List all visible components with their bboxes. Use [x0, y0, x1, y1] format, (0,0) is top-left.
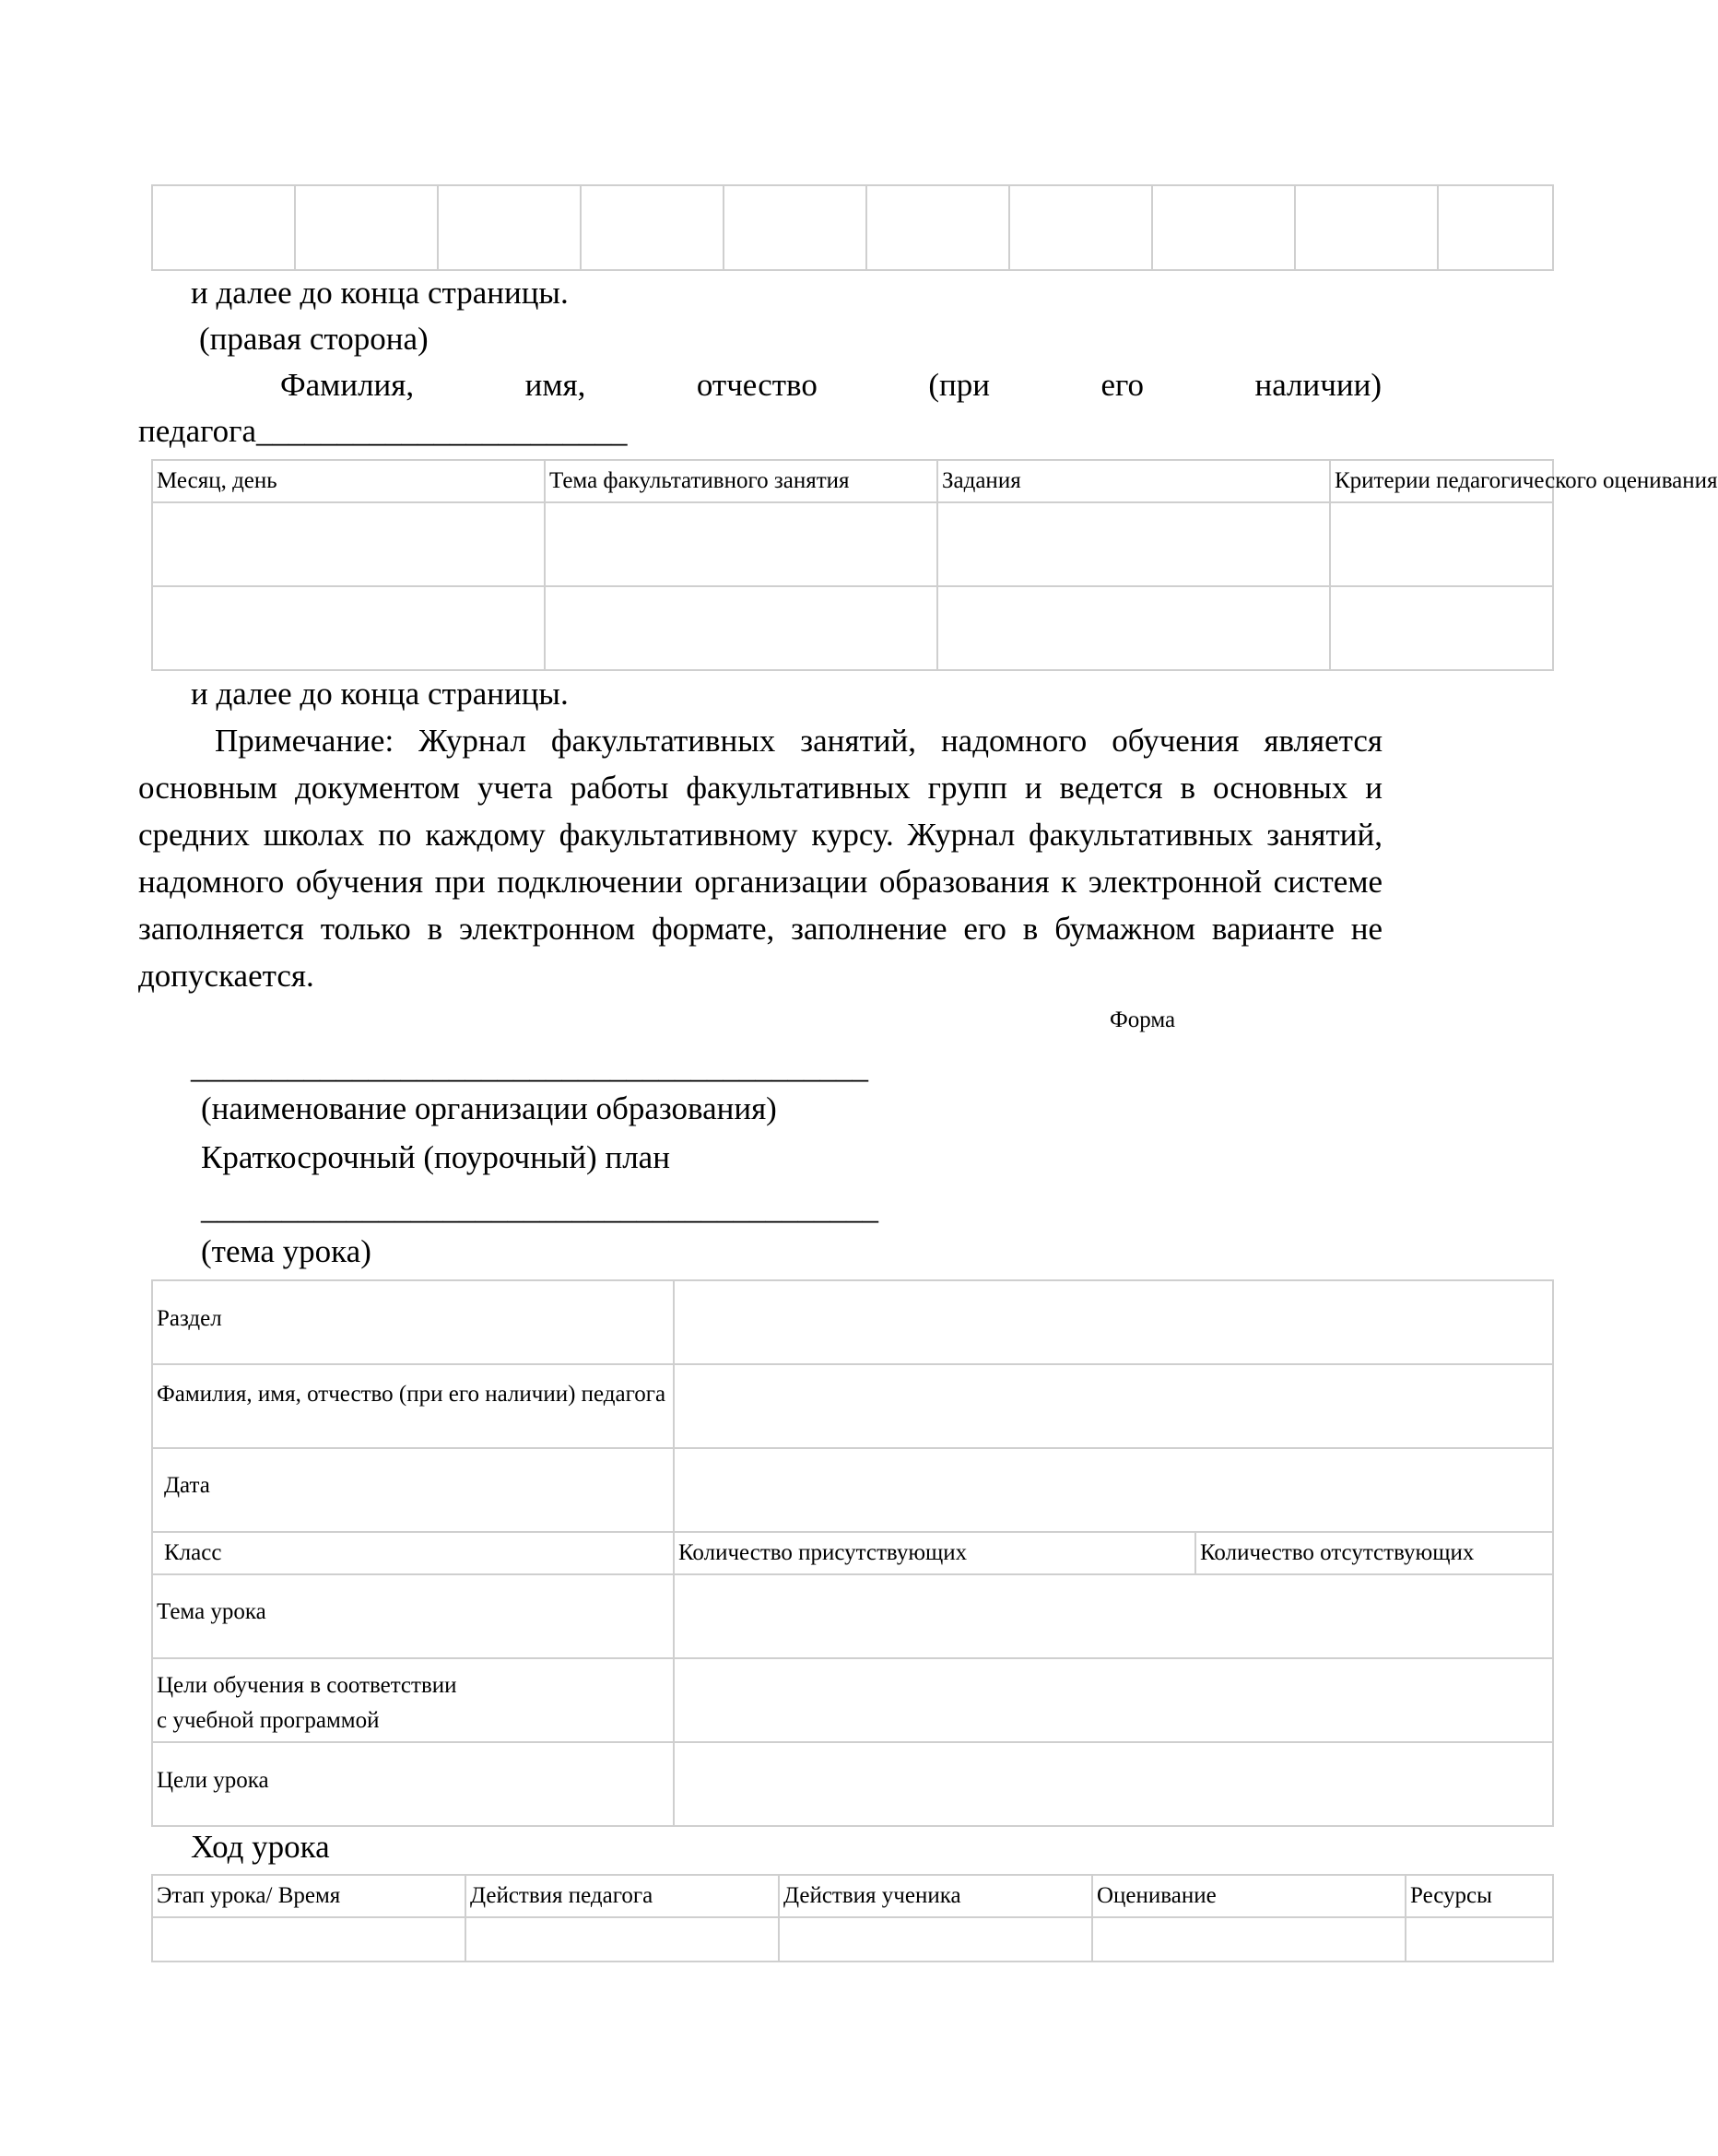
continue-text-1: и далее до конца страницы.	[191, 275, 569, 311]
learning-goals-label-line1: Цели обучения в соответствии	[157, 1673, 457, 1698]
plan-title: Краткосрочный (поурочный) план	[201, 1139, 670, 1175]
lesson-goals-value-cell	[674, 1742, 1553, 1826]
table-cell	[779, 1917, 1092, 1962]
form-label: Форма	[1110, 1007, 1176, 1032]
lesson-progress-title: Ход урока	[191, 1829, 330, 1865]
table-header-cell	[152, 1875, 465, 1917]
top-empty-grid	[151, 184, 1554, 271]
topic-caption: (тема урока)	[201, 1233, 371, 1269]
table-header-cell	[545, 460, 937, 502]
grid-cell	[438, 185, 581, 270]
section-label: Раздел	[157, 1306, 222, 1331]
grid-cell	[724, 185, 866, 270]
date-value-cell	[674, 1448, 1553, 1532]
teacher-line-word: Фамилия,	[280, 367, 415, 403]
lesson-topic-label-cell	[152, 1574, 674, 1658]
teacher-name-line	[280, 366, 1382, 405]
table-cell	[937, 586, 1330, 670]
table-header-cell	[937, 460, 1330, 502]
section-value-cell	[674, 1280, 1553, 1364]
table-header-cell	[1092, 1875, 1406, 1917]
grid-cell	[866, 185, 1009, 270]
org-name-caption: (наименование организации образования)	[201, 1090, 777, 1126]
table-header-cell	[1406, 1875, 1553, 1917]
header-assessment: Оценивание	[1097, 1883, 1217, 1908]
teacher-label-cell	[152, 1364, 674, 1448]
grid-cell	[1009, 185, 1152, 270]
note-paragraph	[138, 717, 1383, 999]
class-label: Класс	[164, 1540, 222, 1565]
absent-label-cell	[1195, 1532, 1553, 1574]
continue-text-2: и далее до конца страницы.	[191, 676, 569, 712]
lesson-goals-label-cell	[152, 1742, 674, 1826]
teacher-line-word: (при	[928, 367, 990, 403]
org-name-underline: __________________________________________	[191, 1049, 868, 1085]
grid-cell	[1438, 185, 1553, 270]
teacher-line-word: наличии)	[1254, 367, 1382, 403]
section-label-cell	[152, 1280, 674, 1364]
teacher-underline: педагога_______________________	[138, 413, 628, 449]
teacher-line-word: его	[1100, 367, 1144, 403]
header-tasks: Задания	[942, 468, 1021, 493]
teacher-label: Фамилия, имя, отчество (при его наличии) педагога	[157, 1382, 666, 1407]
grid-cell	[581, 185, 724, 270]
table-cell	[545, 502, 937, 586]
header-resources: Ресурсы	[1410, 1883, 1492, 1908]
grid-cell	[152, 185, 295, 270]
lesson-progress-table	[151, 1874, 1554, 1962]
learning-goals-label-line2: с учебной программой	[157, 1708, 380, 1733]
date-label-cell	[152, 1448, 674, 1532]
header-topic: Тема факультативного занятия	[549, 468, 850, 493]
table-cell	[152, 502, 545, 586]
table-cell	[1330, 502, 1553, 586]
teacher-line-word: отчество	[696, 367, 818, 403]
lesson-topic-value-cell	[674, 1574, 1553, 1658]
table-cell	[1406, 1917, 1553, 1962]
table-header-cell	[779, 1875, 1092, 1917]
table-cell	[1092, 1917, 1406, 1962]
table-cell	[1330, 586, 1553, 670]
table-header-cell	[152, 460, 545, 502]
class-label-cell	[152, 1532, 674, 1574]
present-label-cell	[674, 1532, 1195, 1574]
table-header-cell	[1330, 460, 1718, 502]
lesson-plan-table	[151, 1279, 1554, 1827]
table-cell	[152, 1917, 465, 1962]
topic-underline: __________________________________________	[201, 1190, 878, 1226]
note-text: Примечание: Журнал факультативных занятий, надомного обучения является основным документом учета работы факультативных групп и ведется в основных и средних школах по каждому факультативному курсу. Журнал факультативных занятий, надомного обучения при подключении организации образования к электронной системе заполняется только в электронном формате, заполнение его в бумажном варианте не допускается.	[138, 723, 1383, 994]
header-stage-time: Этап урока/ Время	[157, 1883, 341, 1908]
absent-label: Количество отсутствующих	[1200, 1540, 1475, 1565]
learning-goals-label-cell	[152, 1658, 674, 1742]
table-cell	[152, 586, 545, 670]
header-criteria: Критерии педагогического оценивания	[1335, 468, 1718, 493]
grid-cell	[1295, 185, 1438, 270]
grid-cell	[1152, 185, 1295, 270]
lesson-goals-label: Цели урока	[157, 1768, 269, 1793]
lesson-topic-label: Тема урока	[157, 1599, 266, 1624]
right-side-caption: (правая сторона)	[199, 321, 429, 357]
table-cell	[545, 586, 937, 670]
grid-cell	[295, 185, 438, 270]
teacher-value-cell	[674, 1364, 1553, 1448]
table-header-cell	[465, 1875, 779, 1917]
present-label: Количество присутствующих	[678, 1540, 968, 1565]
learning-goals-value-cell	[674, 1658, 1553, 1742]
table-cell	[937, 502, 1330, 586]
optional-classes-table	[151, 459, 1718, 671]
header-teacher-actions: Действия педагога	[470, 1883, 653, 1908]
header-student-actions: Действия ученика	[783, 1883, 961, 1908]
header-month-day: Месяц, день	[157, 468, 277, 493]
table-cell	[465, 1917, 779, 1962]
teacher-line-word: имя,	[524, 367, 586, 403]
date-label: Дата	[164, 1473, 210, 1498]
